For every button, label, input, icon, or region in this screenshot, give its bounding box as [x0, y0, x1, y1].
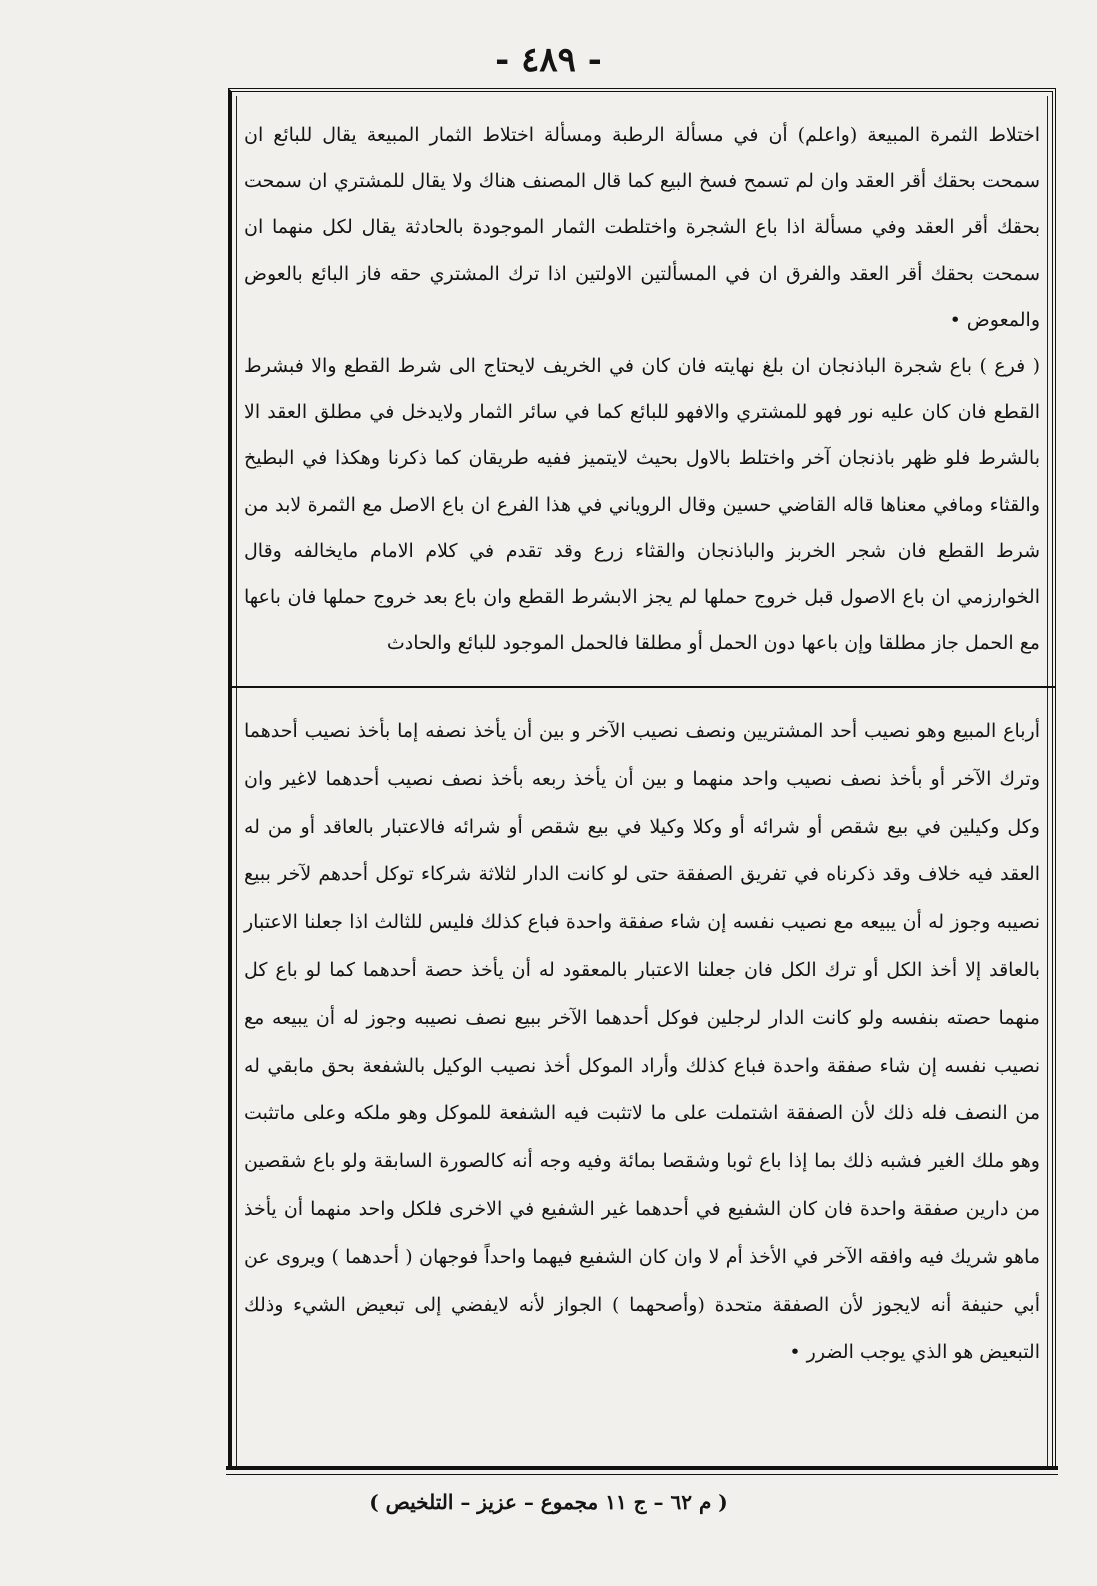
paragraph: ( فرع ) باع شجرة الباذنجان ان بلغ نهايته فان كان في الخريف لايحتاج الى شرط القطع والا فبشرط القطع فان كان عليه نور فهو للمشتري والافهو للبائع كما في سائر الثمار ولايدخل في مطلق العقد الا بالشرط فلو ظهر باذنجان آخر واختلط بالاول بحيث لايتميز ففيه طريقان كما ذكرنا وهكذا في البطيخ والقثاء ومافي معناها قاله القاضي حسين وقال الروياني في هذا الفرع ان باع الاصل مع الثمرة لابد من شرط القطع فان شجر الخربز والباذنجان والقثاء زرع وقد تقدم في كلام الامام مايخالفه وقال الخوارزمي ان باع الاصول قبل خروج حملها لم يجز الابشرط القطع وان باع بعد خروج حملها فان باعها مع الحمل جاز مطلقا وإن باعها دون الحمل أو مطلقا فالحمل الموجود للبائع والحادث	[244, 355, 1040, 655]
upper-text-section	[244, 112, 1040, 666]
lower-text-section	[244, 708, 1040, 1377]
page-number: - ٤٨٩ -	[495, 40, 602, 80]
paragraph: اختلاط الثمرة المبيعة (واعلم) أن في مسألة الرطبة ومسألة اختلاط الثمار المبيعة يقال للبائع ان سمحت بحقك أقر العقد وان لم تسمح فسخ البيع كما قال المصنف هناك ولا يقال للمشتري ان سمحت بحقك أقر العقد وفي مسألة اذا باع الشجرة واختلطت الثمار الموجودة بالحادثة يقال لكل منهما ان سمحت بحقك أقر العقد والفرق ان في المسألتين الاولتين اذا ترك المشتري حقه فاز البائع بالعوض والمعوض •	[244, 124, 1040, 331]
section-divider	[230, 686, 1056, 688]
bottom-rule	[226, 1466, 1058, 1470]
footer-reference: ( م ٦٢ – ج ١١ مجموع – عزيز – التلخيص )	[369, 1490, 728, 1514]
paragraph: أرباع المبيع وهو نصيب أحد المشتريين ونصف نصيب الآخر و بين أن يأخذ نصفه إما بأخذ نصيب أحدهما وترك الآخر أو بأخذ نصف نصيب واحد منهما و بين أن يأخذ ربعه بأخذ نصف نصيب أحدهما لاغير وان وكل وكيلين في بيع شقص أو شرائه أو وكلا وكيلا في بيع شقص أو شرائه فالاعتبار بالعاقد أو من له العقد فيه خلاف وقد ذكرناه في تفريق الصفقة حتى لو كانت الدار لثلاثة شركاء توكل أحدهم لآخر ببيع نصيبه وجوز له أن يبيعه مع نصيب نفسه إن شاء صفقة واحدة فباع كذلك فليس للثالث اذا جعلنا الاعتبار بالعاقد إلا أخذ الكل أو ترك الكل فان جعلنا الاعتبار بالمعقود له أن يأخذ حصة أحدهما كما لو باع كل منهما حصته بنفسه ولو كانت الدار لرجلين فوكل أحدهما الآخر ببيع نصف نصيبه وجوز له أن يبيعه مع نصيب نفسه إن شاء صفقة واحدة فباع كذلك وأراد الموكل أخذ نصيب الوكيل بالشفعة بحق مابقي له من النصف فله ذلك لأن الصفقة اشتملت على ما لاتثبت فيه الشفعة للموكل وهو ملكه وعلى ماتثبت وهو ملك الغير فشبه ذلك بما إذا باع ثوبا وشقصا بمائة وفيه وجه أنه كالصورة السابقة ولو باع شقصين من دارين صفقة واحدة فان كان الشفيع في أحدهما غير الشفيع في الاخرى فلكل واحد منهما أن يأخذ ماهو شريك فيه وافقه الآخر في الأخذ أم لا وان كان الشفيع فيهما واحداً فوجهان ( أحدهما ) ويروى عن أبي حنيفة أنه لايجوز لأن الصفقة متحدة (وأصحهما ) الجواز لأنه لايفضي إلى تبعيض الشيء وذلك التبعيض هو الذي يوجب الضرر •	[244, 720, 1040, 1364]
bottom-rule-thin	[226, 1474, 1058, 1475]
